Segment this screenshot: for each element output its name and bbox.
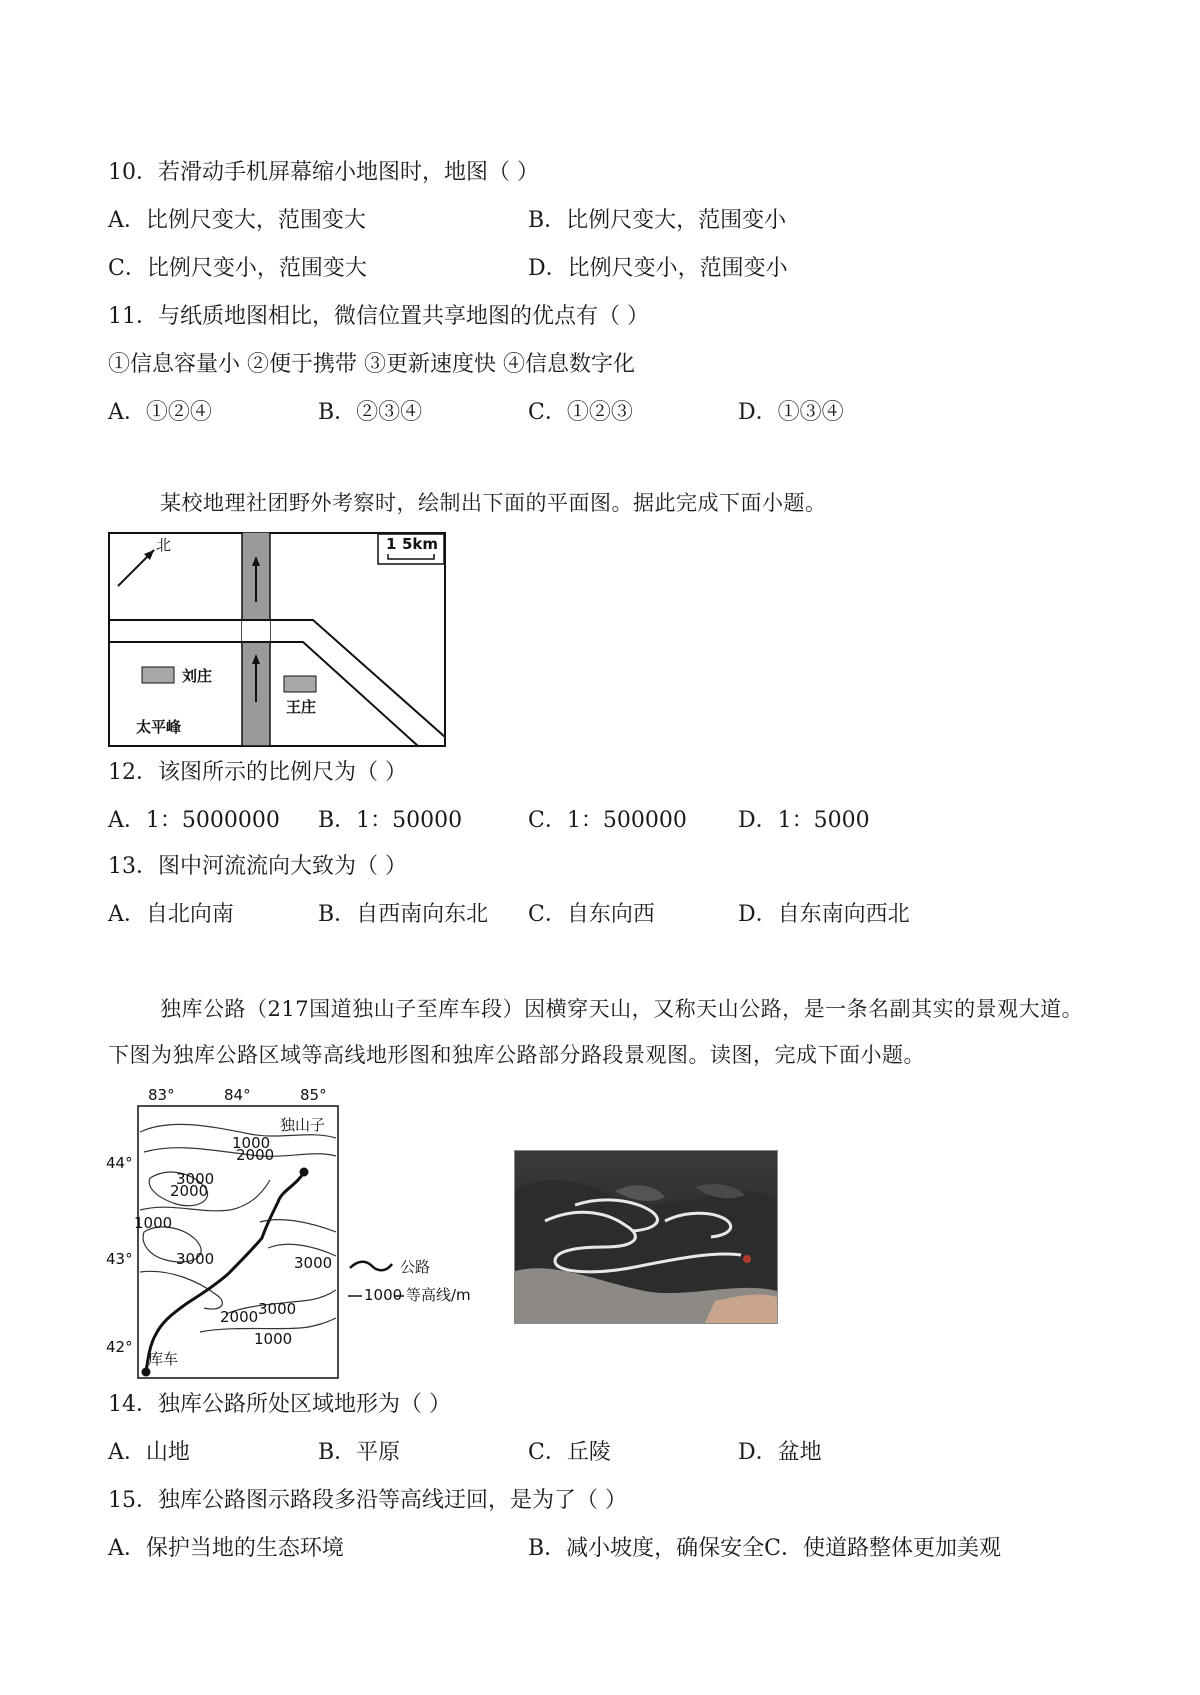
q12-option-a: A．1：5000000 bbox=[108, 808, 280, 833]
question-15-stem: 15．独库公路图示路段多沿等高线迂回，是为了（ ） bbox=[108, 1488, 627, 1513]
contour-value: 2000 bbox=[170, 1182, 209, 1200]
lon-85: 85° bbox=[300, 1086, 327, 1104]
passage-1: 某校地理社团野外考察时，绘制出下面的平面图。据此完成下面小题。 bbox=[160, 491, 827, 515]
lat-42: 42° bbox=[106, 1338, 133, 1356]
question-12-stem: 12．该图所示的比例尺为（ ） bbox=[108, 760, 407, 785]
passage-2: 独库公路（217国道独山子至库车段）因横穿天山，又称天山公路，是一条名副其实的景观大道。下图为独库公路区域等高线地形图和独库公路部分路段景观图。读图，完成下面小题。 bbox=[108, 997, 1084, 1067]
q13-option-a: A．自北向南 bbox=[108, 902, 234, 927]
q10-option-b: B．比例尺变大，范围变小 bbox=[528, 208, 787, 233]
village-wangzhuang-label: 王庄 bbox=[286, 698, 317, 716]
contour-value: 3000 bbox=[258, 1300, 297, 1318]
q10-option-a: A．比例尺变大，范围变大 bbox=[108, 208, 366, 233]
lat-43: 43° bbox=[106, 1250, 133, 1268]
q10-option-c: C．比例尺变小，范围变大 bbox=[108, 256, 367, 281]
contour-value: 1000 bbox=[254, 1330, 293, 1348]
q12-option-b: B．1：50000 bbox=[318, 808, 463, 833]
scale-number: 1 bbox=[386, 535, 397, 553]
question-14-stem: 14．独库公路所处区域地形为（ ） bbox=[108, 1392, 451, 1417]
dushanzi-point bbox=[300, 1168, 309, 1177]
question-11-stem: 11．与纸质地图相比，微信位置共享地图的优点有（ ） bbox=[108, 304, 649, 329]
q13-option-d: D．自东南向西北 bbox=[738, 902, 910, 927]
highway-landscape-photo bbox=[514, 1150, 778, 1324]
q13-option-c: C．自东向西 bbox=[528, 902, 655, 927]
contour-value: 3000 bbox=[294, 1254, 333, 1272]
q13-option-b: B．自西南向东北 bbox=[318, 902, 489, 927]
contour-value: 2000 bbox=[236, 1146, 275, 1164]
village-liuzhuang-block bbox=[142, 667, 174, 683]
dushanzi-label: 独山子 bbox=[280, 1116, 326, 1134]
village-wangzhuang-block bbox=[284, 676, 316, 692]
contour-value: 3000 bbox=[176, 1250, 215, 1268]
q15-option-a: A．保护当地的生态环境 bbox=[108, 1536, 344, 1561]
q11-option-b: B．②③④ bbox=[318, 400, 423, 425]
q14-option-c: C．丘陵 bbox=[528, 1440, 611, 1465]
q11-option-c: C．①②③ bbox=[528, 400, 633, 425]
q11-option-d: D．①③④ bbox=[738, 400, 844, 425]
contour-value: 2000 bbox=[220, 1308, 259, 1326]
q10-option-d: D．比例尺变小，范围变小 bbox=[528, 256, 788, 281]
plan-map bbox=[108, 532, 446, 747]
q11-choices: ①信息容量小 ②便于携带 ③更新速度快 ④信息数字化 bbox=[108, 352, 635, 377]
legend-road-label: 公路 bbox=[400, 1258, 431, 1276]
road-bridge bbox=[242, 620, 270, 642]
map-frame bbox=[109, 533, 445, 746]
lon-83: 83° bbox=[148, 1086, 175, 1104]
question-10-stem: 10．若滑动手机屏幕缩小地图时，地图（ ） bbox=[108, 160, 539, 185]
q12-option-c: C．1：500000 bbox=[528, 808, 687, 833]
legend-contour-number: 1000 bbox=[364, 1286, 403, 1304]
q14-option-d: D．盆地 bbox=[738, 1440, 822, 1465]
contour-value: 1000 bbox=[232, 1134, 271, 1152]
q12-option-d: D．1：5000 bbox=[738, 808, 870, 833]
legend-contour-label: 等高线/m bbox=[406, 1286, 471, 1304]
north-label: 北 bbox=[156, 536, 172, 554]
peak-label: 太平峰 bbox=[136, 718, 182, 736]
contour-map bbox=[100, 1082, 500, 1382]
kuqa-point bbox=[142, 1368, 151, 1377]
village-liuzhuang-label: 刘庄 bbox=[182, 667, 213, 685]
scale-unit: 5km bbox=[402, 535, 439, 553]
photo-illustration bbox=[515, 1151, 777, 1323]
q14-option-a: A．山地 bbox=[108, 1440, 190, 1465]
lon-84: 84° bbox=[224, 1086, 251, 1104]
q14-option-b: B．平原 bbox=[318, 1440, 401, 1465]
lat-44: 44° bbox=[106, 1154, 133, 1172]
contour-value: 3000 bbox=[176, 1170, 215, 1188]
contour-value: 1000 bbox=[134, 1214, 173, 1232]
q15-option-b-c: B．减小坡度，确保安全C．使道路整体更加美观 bbox=[528, 1536, 1002, 1561]
question-13-stem: 13．图中河流流向大致为（ ） bbox=[108, 854, 407, 879]
kuqa-label: 库车 bbox=[148, 1350, 179, 1368]
q11-option-a: A．①②④ bbox=[108, 400, 212, 425]
legend-road-symbol bbox=[350, 1262, 392, 1271]
